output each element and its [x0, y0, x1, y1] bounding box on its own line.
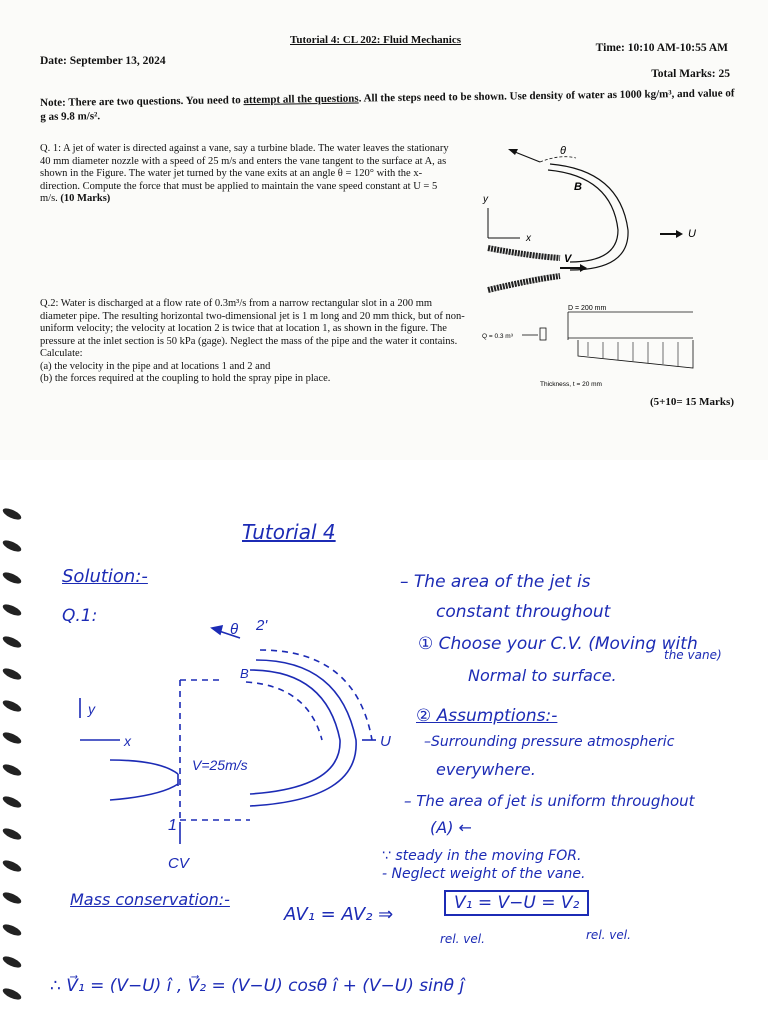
u-label: U [688, 228, 696, 240]
v-label: V=25m/s [192, 757, 248, 773]
sheet-time: Time: 10:10 AM-10:55 AM [595, 42, 728, 54]
solution-line: - Neglect weight of the vane. [382, 866, 586, 882]
question-1-marks: (10 Marks) [60, 193, 111, 204]
y-axis-label: y [483, 194, 488, 205]
sheet-date: Date: September 13, 2024 [40, 55, 166, 67]
exit-arrow-head [212, 626, 222, 634]
theta-label: θ [560, 145, 566, 157]
question-2-intro: Q.2: Water is discharged at a flow rate of 0.3m³/s from a narrow rectangular slot in a 200 mm diameter pipe. The resulting horizontal two-dimensional jet is 1 m long and 20 mm thick, but of non-uniform velocity; the velocity at location 2 is twice that at location 1, as shown in the figure. The pressure at the inlet section is 50 kPa (gage). Neglect the mass of the pipe and the water it contains. Calculate: [40, 298, 465, 359]
vane-inner [250, 670, 340, 794]
theta-label: θ [230, 621, 239, 638]
u-arrow-head [676, 230, 683, 238]
note-underlined: attempt all the questions [243, 92, 359, 107]
solution-line: ∵ steady in the moving FOR. [382, 848, 582, 864]
spray-pipe-figure [478, 300, 728, 395]
section-2-label: 2' [256, 617, 268, 634]
sheet-title: Tutorial 4: CL 202: Fluid Mechanics [290, 34, 462, 46]
vane-outer [550, 164, 628, 270]
question-2 [40, 298, 470, 386]
printed-question-sheet [0, 0, 768, 460]
solution-heading: Tutorial 4 [242, 520, 336, 544]
v-arrow-head [580, 264, 587, 272]
sheet-total-marks: Total Marks: 25 [651, 68, 730, 80]
y-axis-label: y [88, 701, 95, 717]
solution-line: ② Assumptions:- [416, 706, 558, 726]
question-label: Q.1: [62, 606, 98, 626]
nozzle-bottom [488, 276, 560, 290]
angle-reference [540, 157, 576, 162]
question-2-part-a: (a) the velocity in the pipe and at locations 1 and 2 and [40, 360, 271, 372]
section-1-label: 1 [168, 817, 177, 834]
coupling [540, 328, 546, 340]
mass-conservation-label: Mass conservation:- [70, 890, 230, 909]
thickness-label: Thickness, t = 20 mm [540, 381, 602, 388]
solution-line: (A) ← [430, 818, 472, 837]
jet-top [110, 760, 178, 774]
question-1-text: Q. 1: A jet of water is directed against a vane, say a turbine blade. The water leaves the stationary 40 mm diameter nozzle with a speed of 25 m/s and enters the vane tangent to the surface at A, as shown in the Figure. The water jet turned by the vane exits at an angle θ = 120° with the x-direction. Compute the force that must be applied to maintain the vane speed constant at U = 5 m/s. [40, 143, 449, 204]
cv-outer-boundary [260, 650, 372, 740]
velocity-box: V₁ = V−U = V₂ [444, 890, 589, 916]
vane-inner [548, 170, 618, 262]
solution-line: –Surrounding pressure atmospheric [424, 734, 675, 750]
velocity-vectors-equation: ∴ V⃗₁ = (V−U) î , V⃗₂ = (V−U) cosθ î + (V−U) sinθ ĵ [50, 976, 465, 996]
solution-line: constant throughout [436, 602, 611, 622]
jet-bottom [110, 784, 178, 800]
point-b-label: B [240, 666, 249, 681]
solution-line: – The area of jet is uniform throughout [404, 792, 695, 810]
rel-vel-label-1: rel. vel. [440, 932, 485, 946]
v-label: V [564, 253, 572, 265]
note-tail: . All the steps need to be shown. Use density of water as 1000 kg/m³, and value of g as 9.8 m/s². [40, 87, 735, 123]
diameter-label: D = 200 mm [568, 305, 607, 312]
jet-profile [578, 340, 693, 368]
u-label: U [380, 733, 391, 750]
solution-label: Solution:- [62, 566, 148, 587]
question-2-marks: (5+10= 15 Marks) [649, 396, 734, 408]
x-axis-label: x [526, 233, 531, 244]
question-2-part-b: (b) the forces required at the coupling to hold the spray pipe in place. [40, 373, 331, 384]
exit-arrow-head [508, 149, 518, 155]
flow-rate-label: Q = 0.3 m³ [482, 333, 513, 340]
solution-line: everywhere. [436, 760, 536, 779]
solution-line: ① Choose your C.V. (Moving with [418, 634, 698, 654]
mass-equation: AV₁ = AV₂ ⇒ [284, 904, 394, 925]
vane-figure [480, 140, 710, 305]
note-paragraph [40, 86, 740, 124]
cv-inner-boundary [246, 682, 322, 740]
note-lead: Note: There are two questions. You need to [40, 94, 244, 109]
solution-line: – The area of the jet is [400, 572, 591, 592]
x-axis-label: x [124, 733, 131, 749]
nozzle-top [488, 248, 560, 258]
point-b-label: B [574, 181, 582, 193]
spiral-rings [1, 506, 23, 1002]
rel-vel-label-2: rel. vel. [586, 928, 631, 942]
question-1 [40, 143, 450, 206]
handwritten-vane-figure [60, 610, 400, 880]
solution-line: the vane) [664, 648, 722, 662]
cv-label: CV [168, 855, 189, 872]
solution-line: Normal to surface. [468, 666, 617, 685]
spiral-binding [0, 500, 30, 1024]
